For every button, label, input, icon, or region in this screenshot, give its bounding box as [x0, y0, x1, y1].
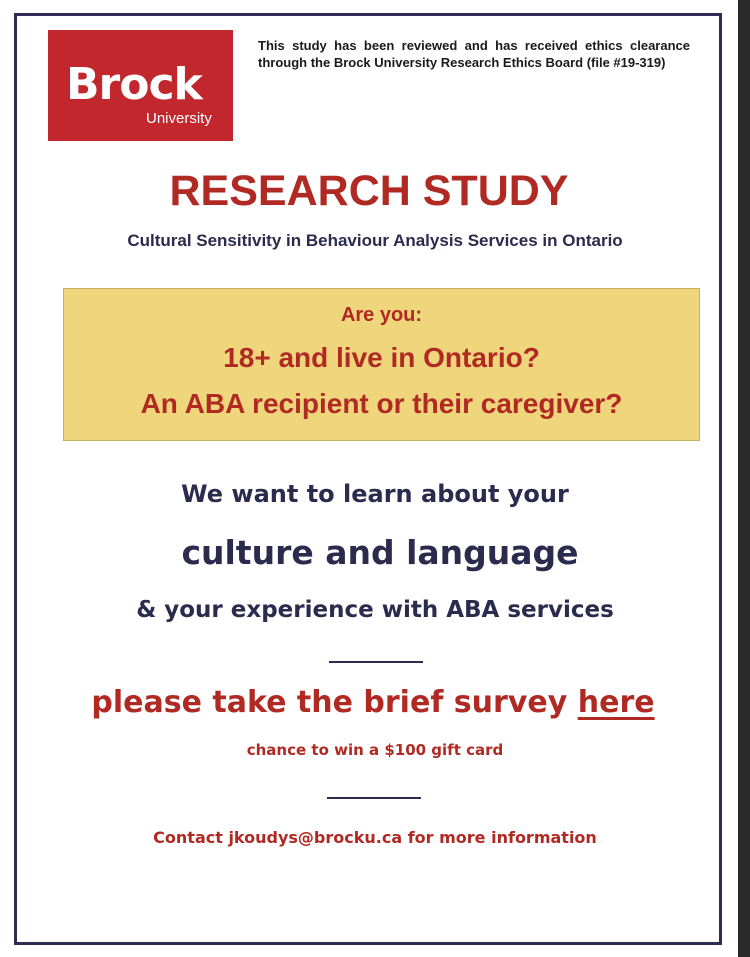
logo-wordmark: Brock	[66, 59, 202, 110]
experience-heading: & your experience with ABA services	[136, 597, 614, 623]
eligibility-recipient-criteria: An ABA recipient or their caregiver?	[140, 388, 623, 419]
brock-university-logo	[48, 30, 233, 141]
eligibility-question: Are you:	[340, 304, 423, 326]
eligibility-box	[63, 288, 700, 441]
gift-card-prize: chance to win a $100 gift card	[246, 741, 504, 759]
divider-bottom	[327, 797, 421, 799]
survey-prompt: please take the brief survey	[91, 685, 578, 720]
divider-top	[329, 661, 423, 663]
learn-heading: We want to learn about your	[181, 480, 569, 508]
eligibility-age-criteria: 18+ and live in Ontario?	[223, 342, 540, 373]
contact-info: Contact jkoudys@brocku.ca for more information	[153, 828, 597, 847]
logo-subtitle: University	[146, 110, 212, 127]
culture-language-heading: culture and language	[181, 533, 579, 572]
ethics-clearance-notice: This study has been reviewed and has received ethics clearance through the Brock University Research Ethics Board (file #19-319)	[258, 38, 690, 70]
study-subtitle: Cultural Sensitivity in Behaviour Analysis Services in Ontario	[127, 231, 623, 250]
survey-call-to-action	[0, 683, 746, 723]
page-title: RESEARCH STUDY	[169, 167, 569, 215]
survey-link[interactable]: here	[577, 685, 655, 720]
